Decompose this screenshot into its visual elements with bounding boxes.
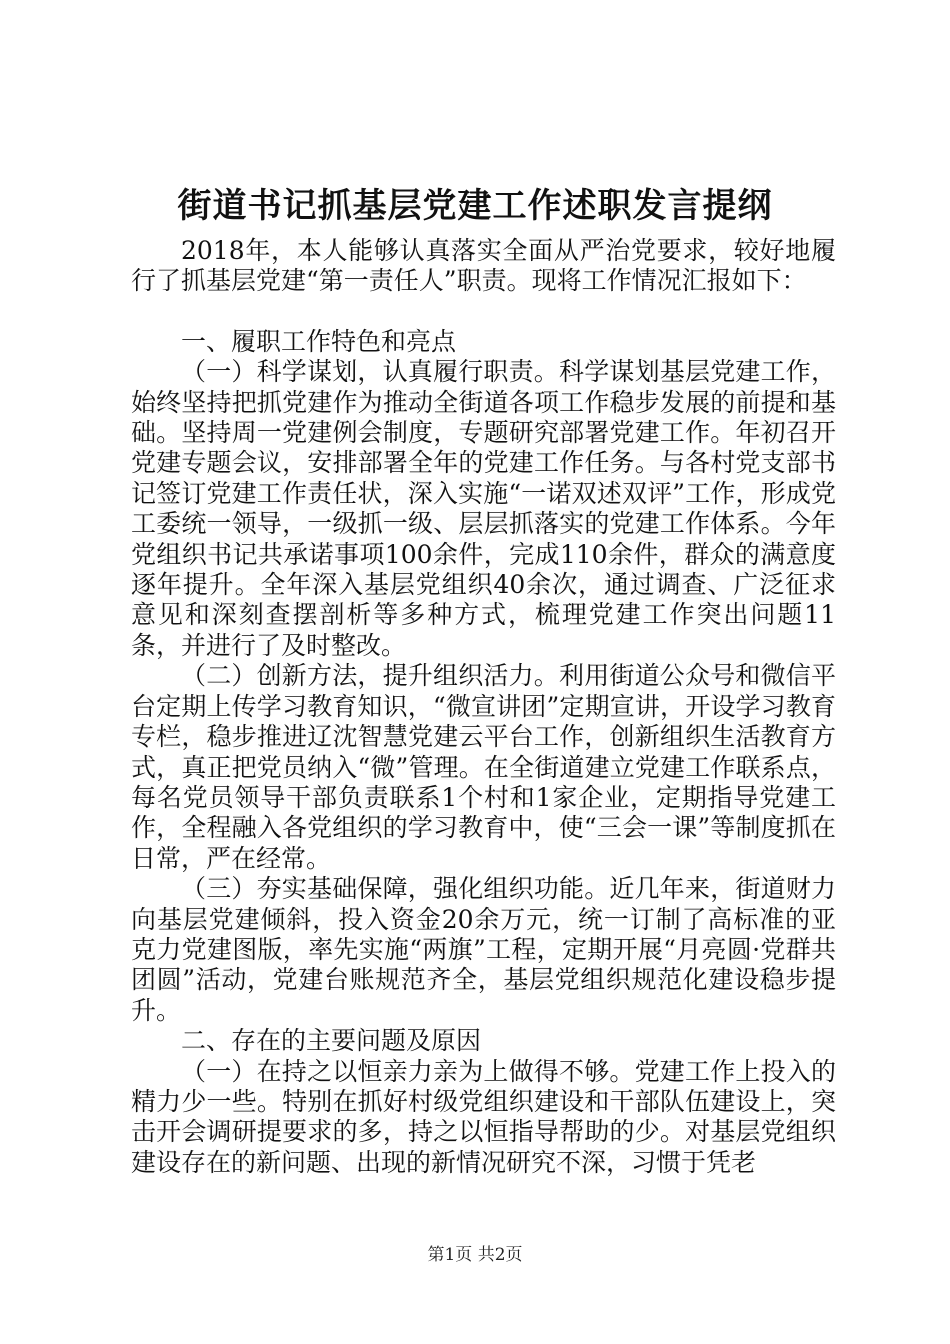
section-2-paragraph-1: （一）在持之以恒亲力亲为上做得不够。党建工作上投入的精力少一些。特别在抓好村级党组织建设和干部队伍建设上，突击开会调研提要求的多，持之以恒指导帮助的少。对基层党组织建设存在的新问题、出现的新情况研究不深，习惯于凭老 [131,1056,836,1177]
page-footer: 第1页 共2页 [427,1245,523,1265]
section-1-paragraph-2: （二）创新方法，提升组织活力。利用街道公众号和微信平台定期上传学习教育知识，“微宣讲团”定期宣讲，开设学习教育专栏，稳步推进辽沈智慧党建云平台工作，创新组织生活教育方式，真正把党员纳入“微”管理。在全街道建立党建工作联系点，每名党员领导干部负责联系1个村和1家企业，定期指导党建工作，全程融入各党组织的学习教育中，使“三会一课”等制度抓在日常，严在经常。 [131,661,836,873]
intro-paragraph: 2018年，本人能够认真落实全面从严治党要求，较好地履行了抓基层党建“第一责任人”职责。现将工作情况汇报如下： [131,236,836,296]
section-2-heading: 二、存在的主要问题及原因 [181,1026,482,1056]
section-1-heading: 一、履职工作特色和亮点 [181,326,457,356]
document-title: 街道书记抓基层党建工作述职发言提纲 [177,186,773,226]
section-1-paragraph-1: （一）科学谋划，认真履行职责。科学谋划基层党建工作，始终坚持把抓党建作为推动全街道各项工作稳步发展的前提和基础。坚持周一党建例会制度，专题研究部署党建工作。年初召开党建专题会议，安排部署全年的党建工作任务。与各村党支部书记签订党建工作责任状，深入实施“一诺双述双评”工作，形成党工委统一领导，一级抓一级、层层抓落实的党建工作体系。今年党组织书记共承诺事项100余件，完成110余件，群众的满意度逐年提升。全年深入基层党组织40余次，通过调查、广泛征求意见和深刻查摆剖析等多种方式，梳理党建工作突出问题11条，并进行了及时整改。 [131,357,836,660]
document-body [131,236,836,1178]
section-1-paragraph-3: （三）夯实基础保障，强化组织功能。近几年来，街道财力向基层党建倾斜，投入资金20余万元，统一订制了高标准的亚克力党建图版，率先实施“两旗”工程，定期开展“月亮圆·党群共团圆”活动，党建台账规范齐全，基层党组织规范化建设稳步提升。 [131,874,836,1025]
